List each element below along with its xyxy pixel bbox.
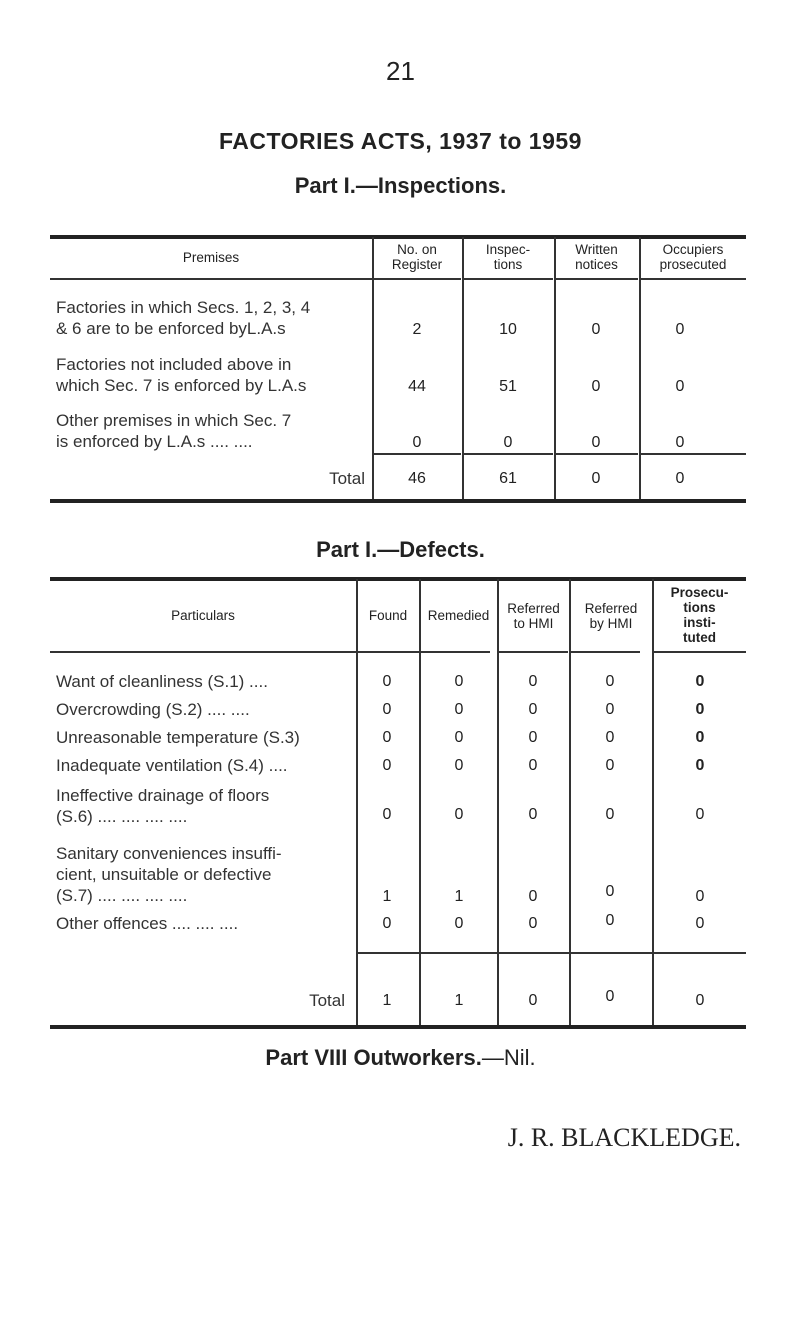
table-cell: 1 bbox=[454, 888, 464, 905]
table-cell: 51 bbox=[499, 378, 517, 395]
table-cell: 2 bbox=[412, 321, 422, 338]
table-rule bbox=[420, 651, 490, 653]
column-header: Premises bbox=[182, 250, 240, 265]
table-cell: 0 bbox=[605, 729, 615, 746]
table-rule bbox=[498, 651, 568, 653]
table-cell: 0 bbox=[528, 701, 538, 718]
table-rule bbox=[50, 1025, 746, 1029]
column-header: Prosecu- tions insti- tuted bbox=[670, 585, 729, 645]
column-header: Referred to HMI bbox=[507, 601, 560, 631]
column-header: Particulars bbox=[171, 608, 235, 623]
table-cell: 0 bbox=[605, 757, 615, 774]
total-cell: 0 bbox=[528, 992, 538, 1009]
table-rule bbox=[373, 278, 461, 280]
table-row-label: Other offences .... .... .... bbox=[56, 914, 239, 933]
total-cell: 1 bbox=[382, 992, 392, 1009]
table-row-label: Factories not included above in which Sec. 7 is enforced by L.A.s bbox=[56, 355, 307, 395]
table-cell: 0 bbox=[454, 757, 464, 774]
table-cell: 0 bbox=[382, 673, 392, 690]
column-divider bbox=[652, 579, 654, 1026]
defects-heading: Part I.—Defects. bbox=[316, 537, 485, 562]
table-row-label: Inadequate ventilation (S.4) .... bbox=[56, 756, 288, 775]
table-cell: 0 bbox=[591, 434, 601, 451]
column-divider bbox=[554, 237, 556, 500]
table-cell: 0 bbox=[528, 673, 538, 690]
table-cell: 0 bbox=[454, 806, 464, 823]
table-rule bbox=[50, 499, 746, 503]
table-cell: 0 bbox=[675, 378, 685, 395]
inspections-heading: Part I.—Inspections. bbox=[294, 173, 507, 198]
outworkers-part: Part VIII Outworkers. bbox=[265, 1045, 482, 1070]
table-rule bbox=[50, 651, 356, 653]
column-header: Written notices bbox=[575, 242, 618, 272]
table-cell: 0 bbox=[382, 757, 392, 774]
column-header: Inspec- tions bbox=[485, 242, 531, 272]
table-rule bbox=[463, 453, 553, 455]
table-cell: 0 bbox=[605, 883, 615, 900]
table-cell: 0 bbox=[528, 915, 538, 932]
column-header: No. on Register bbox=[391, 242, 443, 272]
table-cell: 0 bbox=[605, 701, 615, 718]
column-divider bbox=[462, 237, 464, 500]
table-cell: 0 bbox=[528, 888, 538, 905]
table-cell: 10 bbox=[499, 321, 517, 338]
total-cell: 61 bbox=[499, 470, 517, 487]
page-title: FACTORIES ACTS, 1937 to 1959 bbox=[219, 128, 582, 154]
table-rule bbox=[420, 952, 497, 954]
table-rule bbox=[653, 651, 746, 653]
column-divider bbox=[497, 579, 499, 1026]
column-header: Remedied bbox=[427, 608, 490, 623]
outworkers-value: —Nil. bbox=[481, 1045, 536, 1070]
table-cell: 0 bbox=[675, 321, 685, 338]
table-cell: 0 bbox=[382, 701, 392, 718]
table-rule bbox=[640, 453, 746, 455]
total-cell: 0 bbox=[695, 992, 705, 1009]
table-cell: 0 bbox=[454, 701, 464, 718]
table-rule bbox=[50, 278, 372, 280]
column-header: Found bbox=[368, 608, 408, 623]
table-row-label: Other premises in which Sec. 7 is enforced by L.A.s .... .... bbox=[56, 411, 292, 451]
table-row-label: Factories in which Secs. 1, 2, 3, 4 & 6 are to be enforced byL.A.s bbox=[56, 298, 311, 338]
table-rule bbox=[498, 952, 569, 954]
table-cell: 0 bbox=[605, 673, 615, 690]
column-divider bbox=[356, 579, 358, 1026]
table-row-label: Unreasonable temperature (S.3) bbox=[56, 728, 300, 747]
table-cell: 0 bbox=[503, 434, 513, 451]
total-label: Total bbox=[329, 469, 365, 488]
table-rule bbox=[555, 453, 638, 455]
table-rule bbox=[50, 577, 746, 581]
column-divider bbox=[639, 237, 641, 500]
total-label: Total bbox=[309, 991, 345, 1010]
table-cell: 0 bbox=[695, 888, 705, 905]
table-cell: 0 bbox=[605, 912, 615, 929]
total-cell: 1 bbox=[454, 992, 464, 1009]
column-divider bbox=[419, 579, 421, 1026]
table-rule bbox=[463, 278, 553, 280]
table-cell: 0 bbox=[454, 729, 464, 746]
table-cell: 0 bbox=[528, 729, 538, 746]
total-cell: 0 bbox=[591, 470, 601, 487]
table-row-label: Want of cleanliness (S.1) .... bbox=[56, 672, 268, 691]
table-cell: 0 bbox=[695, 915, 705, 932]
total-cell: 46 bbox=[408, 470, 426, 487]
table-rule bbox=[357, 651, 419, 653]
table-row-label: Sanitary conveniences insuffi- cient, unsuitable or defective (S.7) .... .... .... .... bbox=[56, 844, 282, 905]
table-cell: 0 bbox=[695, 757, 705, 774]
column-divider bbox=[569, 579, 571, 1026]
table-cell: 0 bbox=[695, 806, 705, 823]
table-cell: 0 bbox=[382, 729, 392, 746]
table-cell: 0 bbox=[605, 806, 615, 823]
table-cell: 0 bbox=[695, 673, 705, 690]
table-cell: 0 bbox=[382, 806, 392, 823]
table-cell: 0 bbox=[382, 915, 392, 932]
table-cell: 0 bbox=[695, 729, 705, 746]
table-rule bbox=[373, 453, 461, 455]
table-rule bbox=[570, 952, 652, 954]
signature: J. R. BLACKLEDGE. bbox=[507, 1123, 741, 1152]
page-number: 21 bbox=[386, 56, 415, 86]
table-cell: 0 bbox=[454, 673, 464, 690]
table-cell: 0 bbox=[591, 378, 601, 395]
column-header: Occupiers prosecuted bbox=[659, 242, 727, 272]
table-cell: 0 bbox=[454, 915, 464, 932]
table-cell: 0 bbox=[695, 701, 705, 718]
total-cell: 0 bbox=[605, 988, 615, 1005]
outworkers-line bbox=[0, 1045, 801, 1071]
table-rule bbox=[640, 278, 746, 280]
table-cell: 44 bbox=[408, 378, 426, 395]
table-rule bbox=[653, 952, 746, 954]
table-row-label: Ineffective drainage of floors (S.6) .... .... .... .... bbox=[56, 786, 270, 826]
table-cell: 0 bbox=[412, 434, 422, 451]
table-rule bbox=[555, 278, 638, 280]
column-header: Referred by HMI bbox=[584, 601, 638, 631]
table-cell: 0 bbox=[528, 806, 538, 823]
table-row-label: Overcrowding (S.2) .... .... bbox=[56, 700, 250, 719]
table-cell: 0 bbox=[675, 434, 685, 451]
table-rule bbox=[50, 235, 746, 239]
total-cell: 0 bbox=[675, 470, 685, 487]
table-cell: 1 bbox=[382, 888, 392, 905]
table-cell: 0 bbox=[591, 321, 601, 338]
table-rule bbox=[570, 651, 640, 653]
table-cell: 0 bbox=[528, 757, 538, 774]
table-rule bbox=[357, 952, 419, 954]
